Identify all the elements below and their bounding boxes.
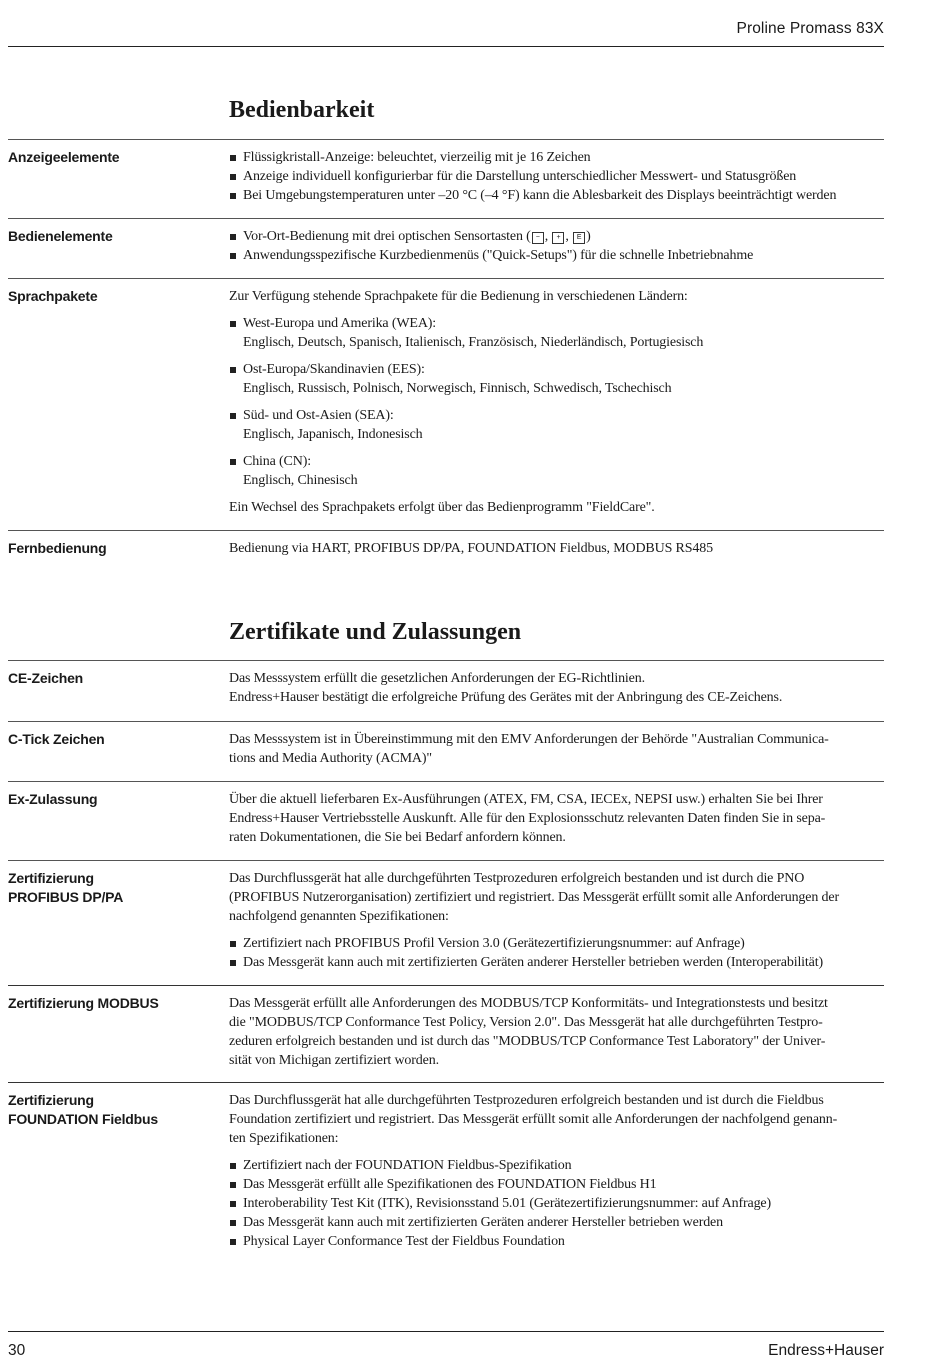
paragraph-line: Das Messsystem erfüllt die gesetzlichen Anforderungen der EG-Richtlinien. [229,671,645,686]
row-label: Zertifizierung MODBUS [8,995,159,1011]
page-number: 30 [8,1342,26,1359]
paragraph-line: Endress+Hauser Vertriebsstelle Auskunft. Alle für den Explosionsschutz relevanten Daten finden Sie in sepa- [229,811,826,826]
label-line: Zertifizierung [8,870,94,886]
list-item [229,452,885,490]
separator: , [565,229,569,244]
paragraph: Zur Verfügung stehende Sprachpakete für die Bedienung in verschiedenen Ländern: [229,289,688,304]
row-divider [8,1082,884,1083]
paragraph-line: nachfolgend genannten Spezifikationen: [229,909,449,924]
list-item: Physical Layer Conformance Test der Fieldbus Foundation [229,1232,885,1251]
row-label: Sprachpakete [8,288,98,304]
list-item [229,360,885,398]
row-label: C-Tick Zeichen [8,731,105,747]
row-content [229,994,885,1070]
row-content [229,1091,885,1251]
row-content [229,869,885,972]
list-item: Interoberability Test Kit (ITK), Revisionsstand 5.01 (Gerätezertifizierungsnummer: auf Anfrage) [229,1194,885,1213]
row-label: Ex-Zulassung [8,791,98,807]
pack-languages: Englisch, Deutsch, Spanisch, Italienisch, Französisch, Niederländisch, Portugiesisch [243,335,704,350]
row-content [229,669,885,707]
paragraph-line: raten Dokumentationen, die Sie bei Bedarf anfordern können. [229,830,566,845]
row-divider [8,721,884,722]
paragraph: Ein Wechsel des Sprachpakets erfolgt über das Bedienprogramm "FieldCare". [229,500,655,515]
document-title: Proline Promass 83X [736,20,884,37]
paragraph-line: Foundation zertifiziert und registriert. Das Messgerät erfüllt somit alle Anforderungen der nachfolgend genann- [229,1112,838,1127]
paragraph-line: ten Spezifikationen: [229,1131,339,1146]
paragraph-line: tions and Media Authority (ACMA)" [229,751,432,766]
pack-name: West-Europa und Amerika (WEA): [243,316,437,331]
list-item [229,406,885,444]
row-content [229,730,885,768]
paragraph-line: Das Durchflussgerät hat alle durchgeführten Testprozeduren erfolgreich bestanden und ist durch die PNO [229,871,805,886]
row-content [229,539,885,558]
enter-key-icon: E [573,232,585,244]
row-divider [8,278,884,279]
row-content [229,227,885,265]
list-item: Das Messgerät kann auch mit zertifizierten Geräten anderer Hersteller betrieben werden (Interoperabilität) [229,953,885,972]
row-label: Bedienelemente [8,228,113,244]
label-line: Zertifizierung [8,1092,94,1108]
paragraph-line: sität von Michigan zertifiziert worden. [229,1053,439,1068]
paragraph-line: zeduren erfolgreich bestanden und ist durch das "MODBUS/TCP Conformance Test Laboratory" der Univer- [229,1034,826,1049]
list-item [229,314,885,352]
row-content [229,148,885,205]
list-item: Zertifiziert nach PROFIBUS Profil Version 3.0 (Gerätezertifizierungsnummer: auf Anfrage) [229,934,885,953]
row-divider [8,530,884,531]
section-heading-zertifikate: Zertifikate und Zulassungen [229,619,522,645]
list-item: Bei Umgebungstemperaturen unter –20 °C (–4 °F) kann die Ablesbarkeit des Displays beeinträchtigt werden [229,186,885,205]
pack-name: Süd- und Ost-Asien (SEA): [243,408,394,423]
row-divider [8,218,884,219]
label-line: FOUNDATION Fieldbus [8,1111,158,1127]
minus-key-icon: − [532,232,544,244]
list-item: Anwendungsspezifische Kurzbedienmenüs ("Quick-Setups") für die schnelle Inbetriebnahme [229,246,885,265]
list-item: Das Messgerät erfüllt alle Spezifikationen des FOUNDATION Fieldbus H1 [229,1175,885,1194]
row-content [229,287,885,517]
header-divider [8,46,884,47]
list-item: Zertifiziert nach der FOUNDATION Fieldbus-Spezifikation [229,1156,885,1175]
paragraph-line: Das Durchflussgerät hat alle durchgeführten Testprozeduren erfolgreich bestanden und ist durch die Fieldbus [229,1093,824,1108]
separator: , [544,229,549,244]
row-divider [8,139,884,140]
pack-name: Ost-Europa/Skandinavien (EES): [243,362,425,377]
list-item: Anzeige individuell konfigurierbar für die Darstellung unterschiedlicher Messwert- und Statusgrößen [229,167,885,186]
row-label: Fernbedienung [8,540,107,556]
pack-name: China (CN): [243,454,311,469]
item-text-end: ) [586,229,591,244]
pack-languages: Englisch, Japanisch, Indonesisch [243,427,423,442]
section-heading-bedienbarkeit: Bedienbarkeit [229,97,375,123]
footer-divider [8,1331,884,1332]
footer-brand: Endress+Hauser [768,1342,884,1359]
list-item: Das Messgerät kann auch mit zertifizierten Geräten anderer Hersteller betrieben werden [229,1213,885,1232]
paragraph-line: Das Messsystem ist in Übereinstimmung mit den EMV Anforderungen der Behörde "Australian Communica- [229,732,829,747]
paragraph-line: die "MODBUS/TCP Conformance Test Policy, Version 2.0". Das Messgerät hat alle durchgeführten Testpro- [229,1015,823,1030]
list-item: Flüssigkristall-Anzeige: beleuchtet, vierzeilig mit je 16 Zeichen [229,148,885,167]
list-item [229,227,885,246]
row-label [8,869,218,907]
paragraph-line: (PROFIBUS Nutzerorganisation) zertifiziert und registriert. Das Messgerät erfüllt somit alle Anforderungen der [229,890,839,905]
paragraph-line: Über die aktuell lieferbaren Ex-Ausführungen (ATEX, FM, CSA, IECEx, NEPSI usw.) erhalten Sie bei Ihrer [229,792,823,807]
paragraph-line: Endress+Hauser bestätigt die erfolgreiche Prüfung des Gerätes mit der Anbringung des CE-Zeichens. [229,690,783,705]
plus-key-icon: + [552,232,564,244]
label-line: PROFIBUS DP/PA [8,889,124,905]
row-divider [8,985,884,986]
row-content [229,790,885,847]
paragraph: Bedienung via HART, PROFIBUS DP/PA, FOUNDATION Fieldbus, MODBUS RS485 [229,541,713,556]
paragraph-line: Das Messgerät erfüllt alle Anforderungen des MODBUS/TCP Konformitäts- und Integrationstests und besitzt [229,996,828,1011]
row-label: CE-Zeichen [8,670,84,686]
pack-languages: Englisch, Russisch, Polnisch, Norwegisch, Finnisch, Schwedisch, Tschechisch [243,381,672,396]
pack-languages: Englisch, Chinesisch [243,473,358,488]
row-divider [8,860,884,861]
row-label: Anzeigeelemente [8,149,120,165]
row-divider [8,781,884,782]
row-divider [8,660,884,661]
row-label [8,1091,218,1129]
item-text: Vor-Ort-Bedienung mit drei optischen Sensortasten ( [243,229,531,244]
